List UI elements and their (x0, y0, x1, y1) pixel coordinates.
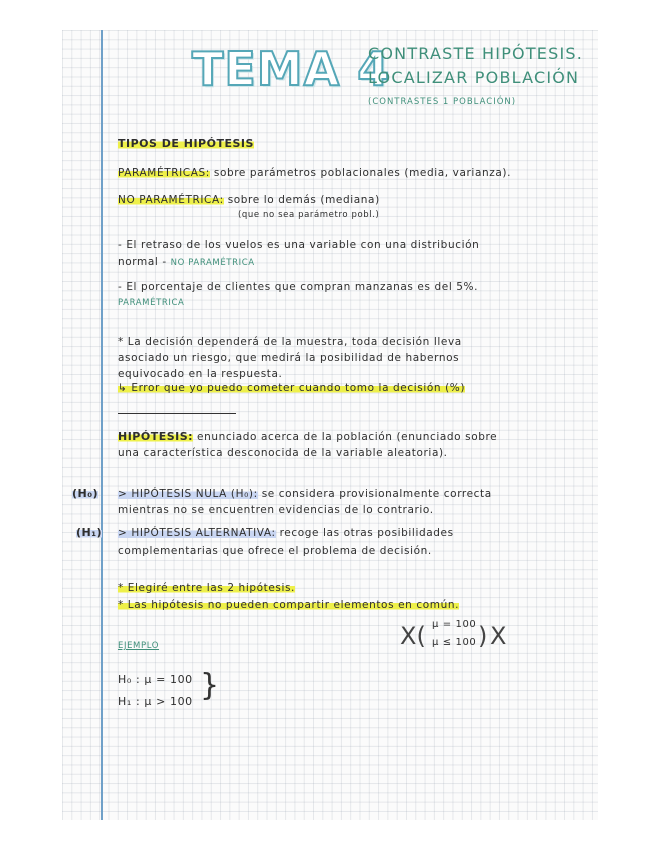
rule-1: * Elegiré entre las 2 hipótesis. (118, 582, 295, 594)
subtitle-line-3: (CONTRASTES 1 POBLACIÓN) (368, 97, 517, 107)
h1-line-2: complementarias que ofrece el problema de decisión. (118, 545, 432, 557)
h0-line-2: mientras no se encuentren evidencias de lo contrario. (118, 504, 434, 516)
param-label: PARAMÉTRICAS: (118, 167, 210, 179)
page-title: TEMA 4 (192, 42, 391, 96)
definition-text-1: enunciado acerca de la población (enunciado sobre (197, 431, 498, 443)
invalid-example-bottom: μ ≤ 100 (432, 637, 477, 648)
h0-tag: (H₀) (72, 487, 99, 500)
section-divider (118, 413, 236, 414)
invalid-example-top: μ = 100 (432, 619, 477, 630)
section-heading-tipos: TIPOS DE HIPÓTESIS (118, 137, 254, 150)
rule-2: * Las hipótesis no pueden compartir elementos en común. (118, 599, 460, 611)
param-row (118, 167, 511, 179)
h1-label: > HIPÓTESIS ALTERNATIVA: (118, 527, 276, 539)
margin-line (101, 30, 103, 820)
param-text: sobre parámetros poblacionales (media, varianza). (213, 167, 512, 179)
example2-line1: - El porcentaje de clientes que compran manzanas es del 5%. (118, 281, 479, 293)
decision-line-4: ↳ Error que yo puedo cometer cuando tomo la decisión (%) (118, 382, 466, 394)
decision-line-2: asociado un riesgo, que medirá la posibilidad de habernos (118, 352, 460, 364)
definition-line-1 (118, 430, 497, 443)
h0-text-1: se considera provisionalmente correcta (261, 488, 492, 500)
h1-line-1 (118, 527, 454, 539)
subtitle-line-1: CONTRASTE HIPÓTESIS. (368, 44, 584, 63)
example2-tag: PARAMÉTRICA (118, 298, 185, 308)
invalid-example-close: ) (478, 622, 488, 650)
brace-mark: } (200, 668, 220, 703)
example-h0: H₀ : μ = 100 (118, 673, 193, 686)
definition-line-2: una característica desconocida de la variable aleatoria). (118, 447, 448, 459)
noparam-text: sobre lo demás (mediana) (227, 194, 380, 206)
example-h1: H₁ : μ > 100 (118, 695, 193, 708)
definition-label: HIPÓTESIS: (118, 430, 194, 443)
h1-tag: (H₁) (76, 526, 103, 539)
h1-text-1: recoge las otras posibilidades (279, 527, 454, 539)
example1-line2 (118, 256, 255, 268)
example1-line1: - El retraso de los vuelos es una variable con una distribución (118, 239, 480, 251)
decision-line-1: * La decisión dependerá de la muestra, toda decisión lleva (118, 336, 462, 348)
example1-text: normal - (118, 256, 167, 268)
noparam-note: (que no sea parámetro pobl.) (238, 210, 380, 220)
invalid-example-open: X( (400, 622, 426, 650)
noparam-label: NO PARAMÉTRICA: (118, 194, 224, 206)
example1-tag: NO PARAMÉTRICA (170, 258, 255, 268)
subtitle-line-2: LOCALIZAR POBLACIÓN (368, 68, 580, 87)
noparam-row (118, 194, 380, 206)
example-label: EJEMPLO (118, 641, 160, 651)
h0-label: > HIPÓTESIS NULA (H₀): (118, 488, 258, 500)
decision-line-3: equivocado en la respuesta. (118, 368, 283, 380)
invalid-x-mark: X (490, 622, 507, 650)
h0-line-1 (118, 488, 492, 500)
